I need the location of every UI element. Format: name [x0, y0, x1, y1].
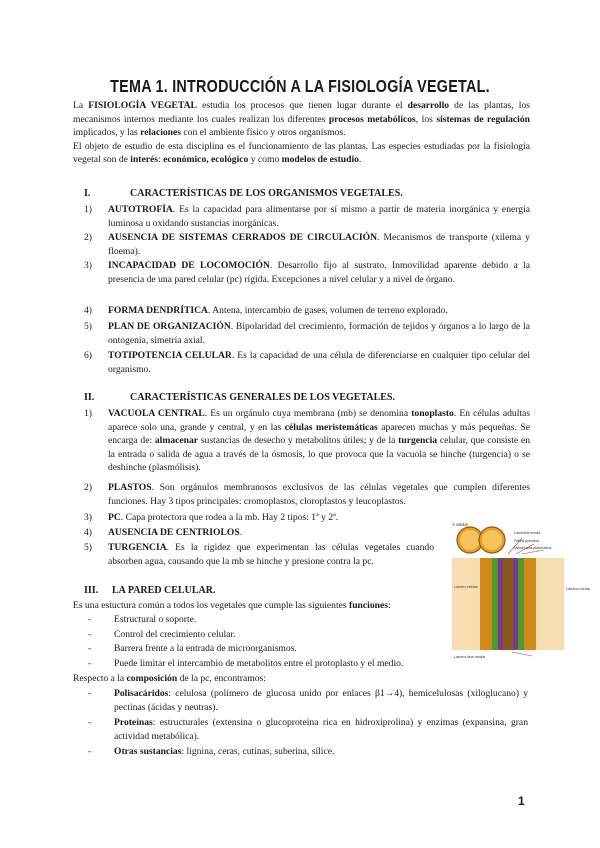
text-run: La [73, 100, 89, 111]
cell-wall-diagram [452, 520, 592, 660]
text-run: . Es la rigidez que experimentan las células vegetales cuando absorben agua, causando que la mb se hinche y presione contra la pc. [108, 542, 434, 567]
text-run: . Es la capacidad de una célula de diferenciarse en cualquier tipo celular del organismo. [108, 350, 530, 375]
list-item: - Control del crecimiento celular. [88, 629, 236, 640]
bold-term: sistemas de regulación [436, 113, 530, 125]
bold-term: Otras sustancias [114, 746, 182, 757]
text-run: Respecto a la [73, 673, 127, 684]
bold-term: VACUOLA CENTRAL [108, 408, 205, 419]
lumen-left [452, 558, 480, 650]
wall-green-right [518, 558, 524, 650]
cell-circle-left-inner [460, 530, 480, 550]
section-3-number: III. [84, 585, 99, 596]
bold-term: células meristemáticas [284, 421, 378, 433]
list-item: 1) VACUOLA CENTRAL. Es un orgánulo cuya membrana (mb) se denomina tonoplasto. En células adultas aparece solo una, grande y central, y en las células meristemáticas aparecen muchas y más pequeñas. Se encarga de: almacenar sustancias de desecho y metabolitos útiles; y de la turgencia celular, que consiste en la entrada o salida de agua a través de la ósmosis, lo que provoca que la vacuola se hinche (turgencia) o se deshinche (plasmólisis). [84, 408, 531, 474]
wall-purple-right [513, 558, 518, 650]
section-3-title: LA PARED CELULAR. [112, 585, 216, 596]
section-1-number: I. [84, 188, 91, 199]
text-run: de la pc, encontramos: [177, 673, 266, 684]
list-item: - Polisacáridos: celulosa (polímero de glucosa unido por enlaces β1→4), hemicelulosas (xiloglucano) y pectinas (ácidas y neutras). [88, 688, 528, 713]
figure-label: Membrana plasmática [514, 546, 552, 550]
text-run: y como [248, 154, 282, 166]
text-run: celular, que consiste en la entrada o salida de agua a través de la ósmosis, lo que provoca que la vacuola se hinche (turgencia) o se deshinche (plasmólisis). [108, 435, 530, 474]
text-run: : estructurales (extensina o glucoproteína rica en hidroxiprolina) y enzimas (expansina, gran actividad metabólica). [114, 717, 528, 742]
wall-purple-left [498, 558, 503, 650]
text-run: : [158, 154, 164, 166]
bold-term: tonoplasto [411, 408, 454, 419]
section-3-intro [73, 599, 391, 613]
bold-term: PLAN DE ORGANIZACIÓN [108, 321, 231, 332]
bold-term: Proteínas [114, 717, 153, 728]
intro-paragraph-2 [73, 140, 530, 167]
section-2-number: II. [84, 392, 95, 403]
figure-label: Lámina media [566, 587, 590, 591]
list-item: - Otras sustancias: lignina, ceras, cutinas, suberina, sílice. [88, 746, 335, 757]
bold-term: INCAPACIDAD DE LOCOMOCIÓN [108, 260, 270, 271]
list-item: - Proteínas: estructurales (extensina o glucoproteína rica en hidroxiprolina) y enzimas (expansina, gran actividad metabólica). [88, 717, 528, 742]
figure-label: A celular [452, 522, 469, 527]
text-run: sustancias de desecho y metabolitos útiles; y de la [198, 435, 399, 447]
text-run: . [239, 527, 243, 538]
text-run: El objeto de estudio de esta disciplina es el funcionamiento de las plantas. Las especies estudiadas por la fisiología vegetal son de [73, 140, 530, 166]
text-run: de las plantas, los mecanismos internos mediante los cuales realizan los diferentes [73, 100, 530, 125]
page-number: 1 [518, 794, 525, 808]
bold-term: TURGENCIA [108, 542, 167, 553]
list-item: 4) AUSENCIA DE CENTRIOLOS. [84, 527, 243, 538]
text-run: . Es la capacidad para alimentarse por sí mismo a partir de materia inorgánica y energía lumínosa u oxidando sustancias inorgánicas. [108, 204, 530, 229]
text-run: aparecen muchas y más pequeñas. Se encarga de: [108, 421, 530, 447]
figure-label: Pared primaria [514, 539, 539, 543]
text-run: implicados, y las [73, 127, 141, 139]
figure-label: Lámina fina media [454, 655, 486, 659]
figure-label: Lumen celular [454, 585, 478, 589]
list-item: - Barrera frente a la entrada de microorganismos. [88, 643, 297, 654]
text-run: . Capa protectora que rodea a la mb. Hay 2 tipos: 1ª y 2ª. [120, 512, 339, 523]
bold-term: composición [126, 673, 178, 684]
text-run: . Bipolaridad del crecimiento, formación de tejidos y órganos a lo largo de la ontogenia, simetría axial. [108, 321, 530, 346]
list-item: - Puede limitar el intercambio de metabolitos entre el protoplasto y el medio. [88, 658, 404, 669]
bold-term: desarrollo [407, 100, 450, 111]
text-run: . Son orgánulos membranosos exclusivos de las células vegetales que cumplen diferentes funciones. Hay 3 tipos principales: cromoplastos, cloroplastos y leucoplastos. [108, 482, 530, 507]
wall-left-outer [480, 558, 492, 650]
text-run: . Antena, intercambio de gases, volumen de terreno explorado. [207, 305, 448, 316]
list-item: 5) TURGENCIA. Es la rigidez que experimentan las células vegetales cuando absorben agua, causando que la mb se hinche y presione contra la pc. [84, 542, 434, 567]
text-run: Es una estuctura común a todos los vegetales que cumple las siguientes [73, 600, 350, 611]
bold-term: turgencia [398, 435, 438, 447]
bold-term: AUTOTROFÍA [108, 204, 173, 215]
text-run: . Desarrollo fijo al sustrato. Inmovilidad aparente debido a la presencia de una pared celular (pc) rígida. Excepciones a nivel celular y a nivel de órgano. [108, 260, 530, 285]
text-run: con el ambiente físico y otros organismos. [181, 127, 346, 139]
lumen-right [536, 558, 564, 650]
list-item: 2) PLASTOS. Son orgánulos membranosos exclusivos de las células vegetales que cumplen diferentes funciones. Hay 3 tipos principales: cromoplastos, cloroplastos y leucoplastos. [84, 482, 530, 507]
bold-term: modelos de estudio [281, 154, 359, 166]
bold-term: interés [130, 154, 158, 166]
bold-term: AUSENCIA DE CENTRIOLOS [108, 527, 240, 538]
list-item: 3) INCAPACIDAD DE LOCOMOCIÓN. Desarrollo fijo al sustrato. Inmovilidad aparente debido a la presencia de una pared celular (pc) rígida. Excepciones a nivel celular y a nivel de órgano. [84, 260, 530, 285]
text-run: : lignina, ceras, cutinas, suberina, sílice. [181, 746, 335, 757]
bold-term: FORMA DENDRÍTICA [108, 305, 208, 316]
wall-green-left [492, 558, 498, 650]
text-run: . Es un orgánulo cuya membrana (mb) se denomina [204, 408, 412, 419]
bold-term: TOTIPOTENCIA CELULAR [108, 350, 232, 361]
cell-circle-right-inner [482, 530, 502, 550]
intro-paragraph-1 [73, 99, 530, 140]
text-run: . En células adultas aparece solo una, grande y central, y en las [108, 408, 531, 433]
bold-term: almacenar [154, 435, 199, 447]
bold-term: Polisacáridos [114, 688, 169, 699]
text-run: , los [415, 113, 437, 125]
figure-label: Laminilla media [514, 531, 541, 535]
section-2-title: CARACTERÍSTICAS GENERALES DE LOS VEGETALES. [130, 392, 395, 403]
bold-term: FISIOLOGÍA VEGETAL [88, 100, 197, 111]
text-run: : [387, 600, 391, 611]
bold-term: funciones [349, 600, 388, 611]
list-item: 6) TOTIPOTENCIA CELULAR. Es la capacidad de una célula de diferenciarse en cualquier tipo celular del organismo. [84, 350, 530, 375]
bold-term: procesos metabólicos [328, 113, 416, 125]
section-1-title: CARACTERÍSTICAS DE LOS ORGANISMOS VEGETALES. [130, 188, 403, 199]
text-run: . Mecanismos de transporte (xilema y floema). [108, 232, 530, 257]
pointer-line [522, 550, 544, 554]
bold-term: AUSENCIA DE SISTEMAS CERRADOS DE CIRCULACIÓN [108, 232, 377, 243]
page-title: TEMA 1. INTRODUCCIÓN A LA FISIOLOGÍA VEGETAL. [110, 76, 490, 96]
wall-right-outer [524, 558, 536, 650]
list-item: 2) AUSENCIA DE SISTEMAS CERRADOS DE CIRCULACIÓN. Mecanismos de transporte (xilema y floema). [84, 232, 530, 257]
bold-term: relaciones [140, 127, 182, 139]
middle-lamella [503, 558, 513, 650]
list-item: 5) PLAN DE ORGANIZACIÓN. Bipolaridad del crecimiento, formación de tejidos y órganos a lo largo de la ontogenia, simetría axial. [84, 321, 530, 346]
bold-term: económico, ecológico [163, 154, 249, 166]
list-item: 4) FORMA DENDRÍTICA. Antena, intercambio de gases, volumen de terreno explorado. [84, 305, 448, 316]
bold-term: PC [108, 512, 121, 523]
bold-term: PLASTOS [108, 482, 152, 493]
intro-section [73, 99, 530, 167]
list-item: - Estructural o soporte. [88, 614, 197, 625]
text-run: estudia los procesos que tienen lugar durante el [196, 100, 408, 111]
text-run: . [358, 154, 362, 166]
text-run: : celulosa (polímero de glucosa unido por enlaces β1→4), hemicelulosas (xiloglucano) y pectinas (ácidas y neutras). [114, 688, 528, 713]
composition-intro [73, 672, 266, 686]
list-item: 3) PC. Capa protectora que rodea a la mb. Hay 2 tipos: 1ª y 2ª. [84, 512, 339, 523]
list-item: 1) AUTOTROFÍA. Es la capacidad para alimentarse por sí mismo a partir de materia inorgánica y energía lumínosa u oxidando sustancias inorgánicas. [84, 204, 530, 229]
